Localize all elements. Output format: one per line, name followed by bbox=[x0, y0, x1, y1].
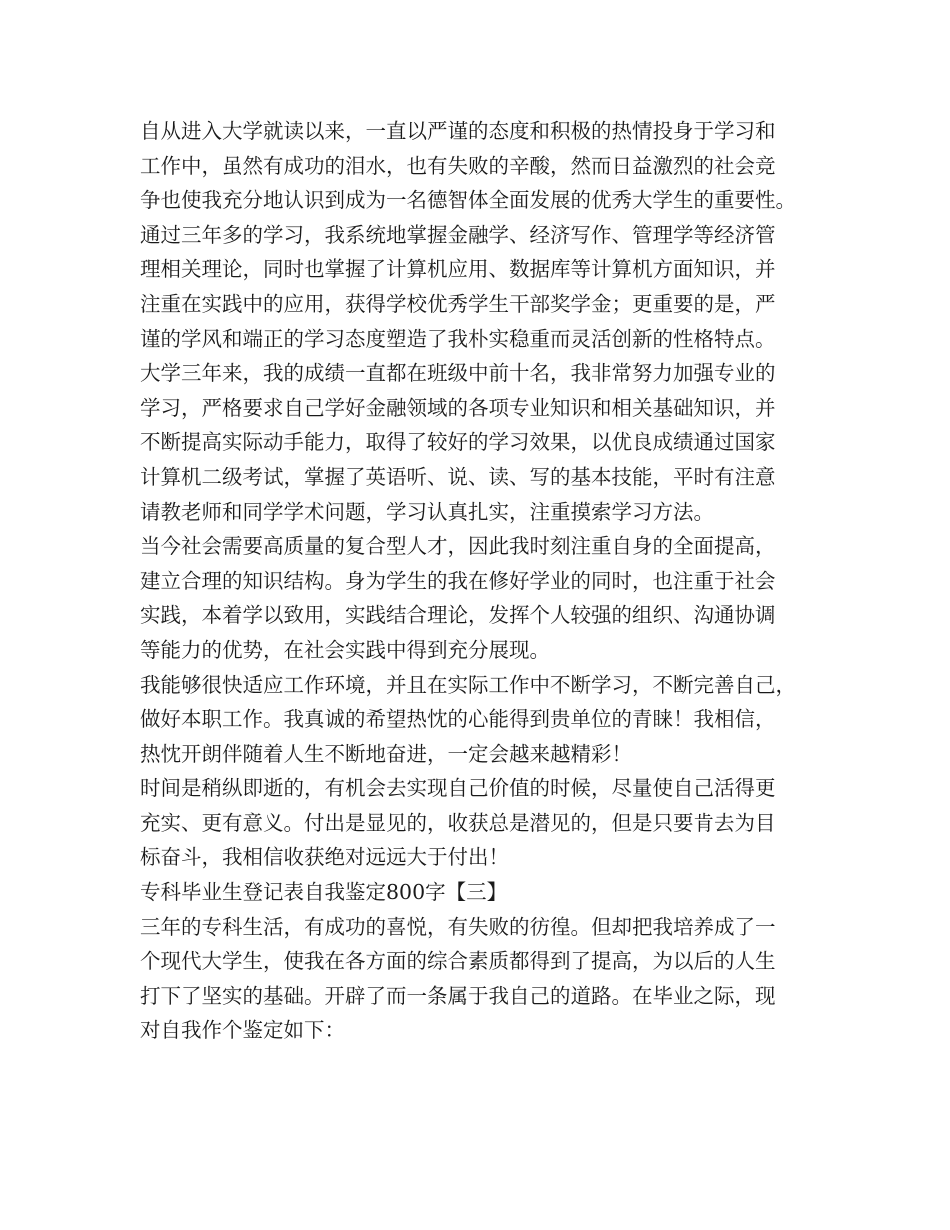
text-line: 个现代大学生，使我在各方面的综合素质都得到了提高，为以后的人生 bbox=[140, 949, 776, 974]
text-line: 打下了坚实的基础。开辟了而一条属于我自己的道路。在毕业之际，现 bbox=[140, 983, 776, 1008]
text-line: 不断提高实际动手能力，取得了较好的学习效果，以优良成绩通过国家 bbox=[140, 430, 776, 455]
text-line: 注重在实践中的应用，获得学校优秀学生干部奖学金；更重要的是，严 bbox=[140, 291, 776, 316]
text-line: 做好本职工作。我真诚的希望热忱的心能得到贵单位的青睐！我相信， bbox=[140, 707, 776, 732]
text-line: 时间是稍纵即逝的，有机会去实现自己价值的时候，尽量使自己活得更 bbox=[140, 776, 776, 801]
text-line: 谨的学风和端正的学习态度塑造了我朴实稳重而灵活创新的性格特点。 bbox=[140, 326, 776, 351]
text-line: 建立合理的知识结构。身为学生的我在修好学业的同时，也注重于社会 bbox=[140, 568, 776, 593]
section-heading: 专科毕业生登记表自我鉴定800字【三】 bbox=[140, 880, 508, 905]
text-line: 当今社会需要高质量的复合型人才，因此我时刻注重自身的全面提高， bbox=[140, 534, 776, 559]
text-line: 通过三年多的学习，我系统地掌握金融学、经济写作、管理学等经济管 bbox=[140, 222, 776, 247]
document-body bbox=[140, 114, 830, 1048]
text-line: 自从进入大学就读以来，一直以严谨的态度和积极的热情投身于学习和 bbox=[140, 119, 776, 143]
text-line: 对自我作个鉴定如下： bbox=[140, 1018, 345, 1043]
text-line: 理相关理论，同时也掌握了计算机应用、数据库等计算机方面知识，并 bbox=[140, 257, 776, 282]
text-line: 等能力的优势，在社会实践中得到充分展现。 bbox=[140, 637, 550, 662]
text-line: 学习，严格要求自己学好金融领域的各项专业知识和相关基础知识，并 bbox=[140, 395, 776, 420]
text-line: 工作中，虽然有成功的泪水，也有失败的辛酸，然而日益激烈的社会竞 bbox=[140, 153, 776, 178]
text-line: 实践，本着学以致用，实践结合理论，发挥个人较强的组织、沟通协调 bbox=[140, 603, 776, 628]
text-line: 我能够很快适应工作环境，并且在实际工作中不断学习，不断完善自己， bbox=[140, 672, 796, 697]
text-line: 标奋斗，我相信收获绝对远远大于付出！ bbox=[140, 845, 509, 870]
text-line: 请教老师和同学学术问题，学习认真扎实，注重摸索学习方法。 bbox=[140, 499, 714, 524]
text-line: 计算机二级考试，掌握了英语听、说、读、写的基本技能，平时有注意 bbox=[140, 464, 776, 489]
text-line: 大学三年来，我的成绩一直都在班级中前十名，我非常努力加强专业的 bbox=[140, 361, 776, 386]
text-line: 争也使我充分地认识到成为一名德智体全面发展的优秀大学生的重要性。 bbox=[140, 188, 796, 213]
text-line: 三年的专科生活，有成功的喜悦，有失败的彷徨。但却把我培养成了一 bbox=[140, 914, 776, 939]
text-line: 充实、更有意义。付出是显见的，收获总是潜见的，但是只要肯去为目 bbox=[140, 810, 776, 835]
text-line: 热忱开朗伴随着人生不断地奋进，一定会越来越精彩！ bbox=[140, 741, 632, 766]
